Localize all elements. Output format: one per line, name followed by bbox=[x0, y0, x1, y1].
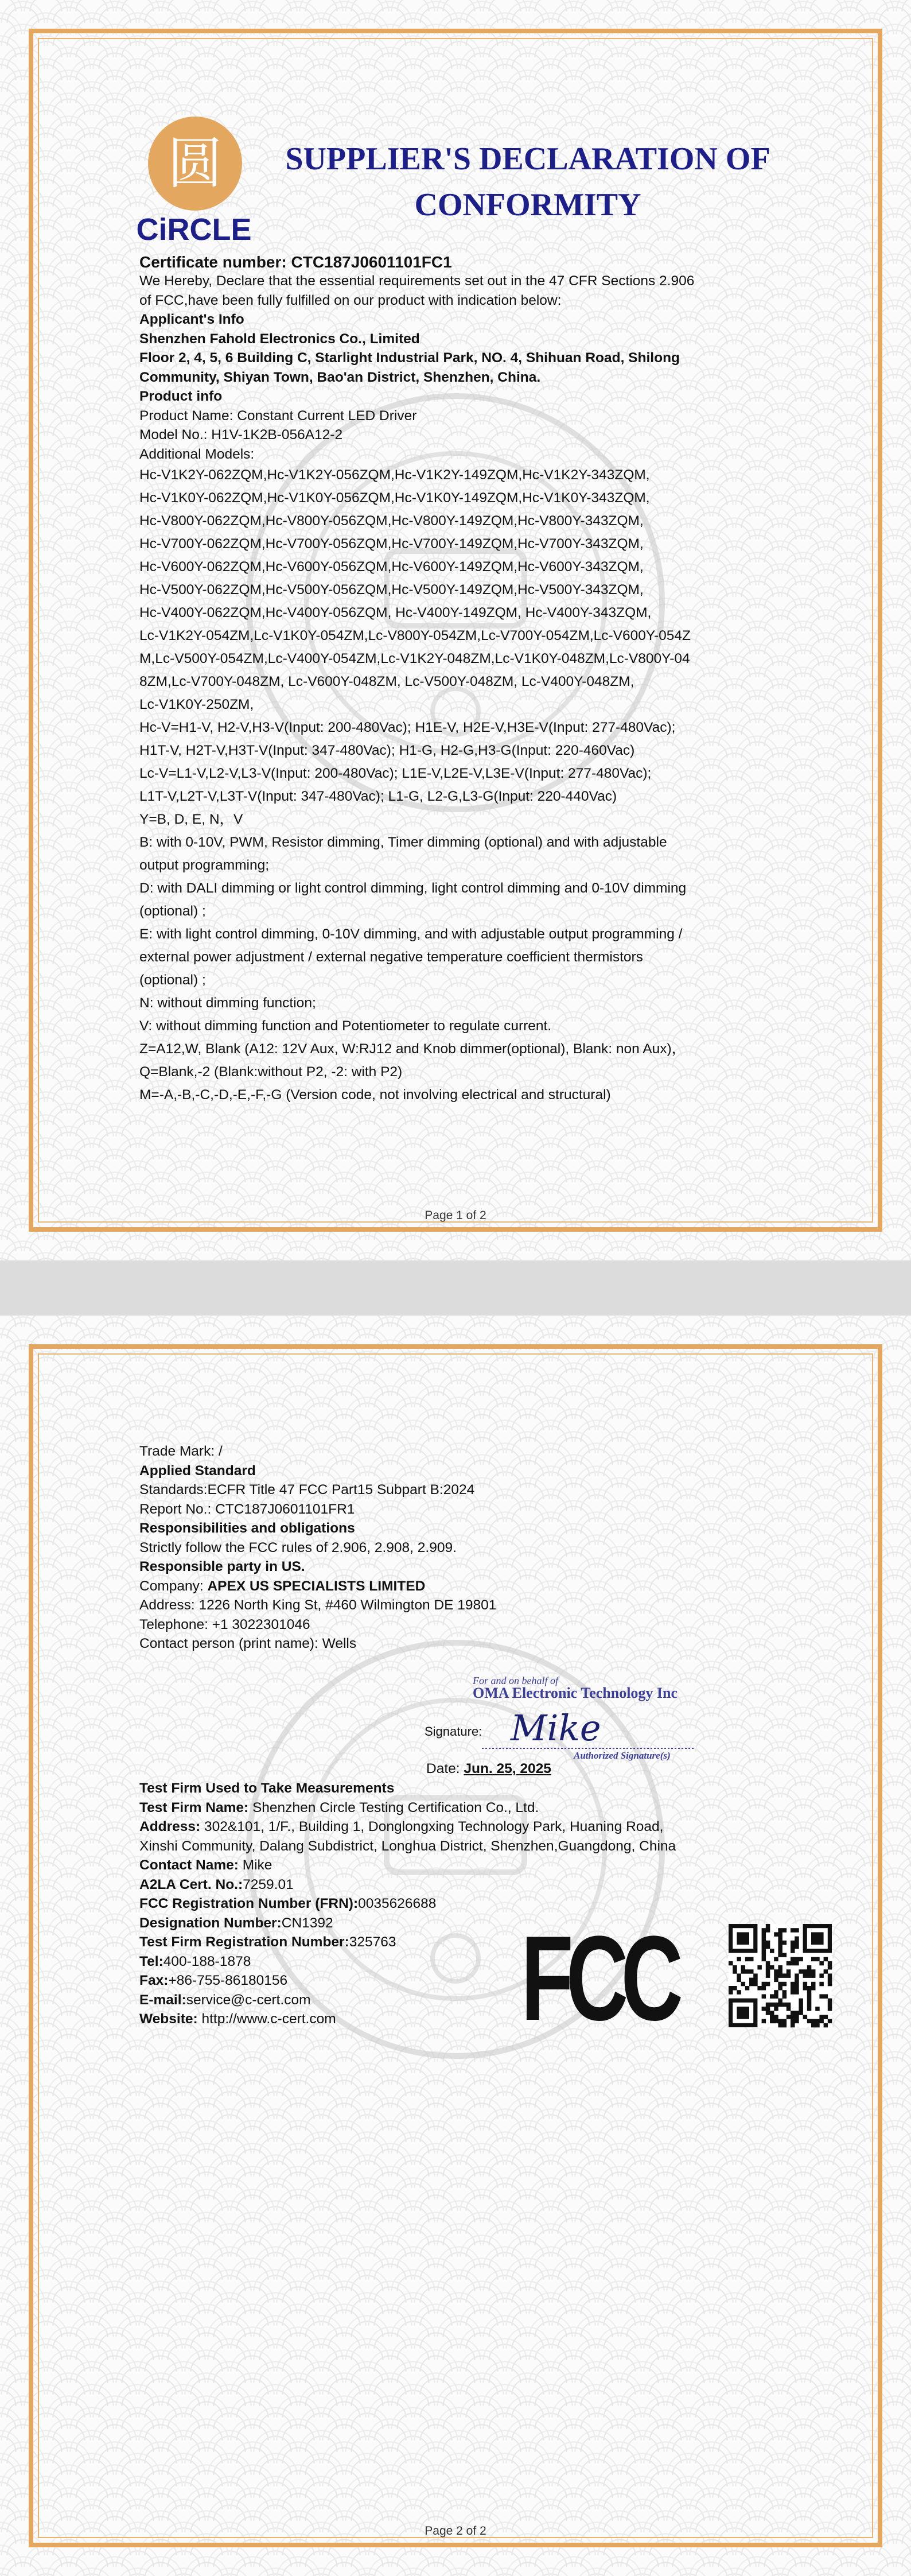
text-line: (optional) ; bbox=[139, 972, 206, 988]
contact-name: Contact Name: Mike bbox=[139, 1857, 272, 1873]
certificate-number: Certificate number: CTC187J0601101FC1 bbox=[139, 253, 452, 271]
text-line: Y=B, D, E, N，V bbox=[139, 812, 243, 827]
text-line: D: with DALI dimming or light control dimming, light control dimming and 0-10V dimming bbox=[139, 880, 687, 896]
applicant-address: Floor 2, 4, 5, 6 Building C, Starlight Industrial Park, NO. 4, Shihuan Road, Shilong bbox=[139, 350, 680, 366]
qr-code[interactable] bbox=[729, 1924, 832, 2027]
applicant-name: Shenzhen Fahold Electronics Co., Limited bbox=[139, 331, 420, 347]
text-line: L1T-V,L2T-V,L3T-V(Input: 347-480Vac); L1-G, L2-G,L3-G(Input: 220-440Vac) bbox=[139, 789, 617, 804]
tel: Tel:400-188-1878 bbox=[139, 1953, 251, 1969]
logo-glyph: 圆 bbox=[168, 131, 223, 196]
additional-models-label: Additional Models: bbox=[139, 446, 255, 462]
us-address: Address: 1226 North King St, #460 Wilmington DE 19801 bbox=[139, 1597, 497, 1613]
email: E-mail:service@c-cert.com bbox=[139, 1992, 311, 2008]
test-firm-address: Address: 302&101, 1/F., Building 1, Donglongxing Technology Park, Huaning Road, bbox=[139, 1819, 664, 1834]
date-line: Date: Jun. 25, 2025 bbox=[426, 1761, 551, 1776]
text-line: Lc-V1K2Y-054ZM,Lc-V1K0Y-054ZM,Lc-V800Y-054ZM,Lc-V700Y-054ZM,Lc-V600Y-054Z bbox=[139, 628, 691, 643]
responsible-party-heading: Responsible party in US. bbox=[139, 1559, 305, 1574]
telephone: Telephone: +1 3022301046 bbox=[139, 1616, 310, 1632]
applicant-heading: Applicant's Info bbox=[139, 312, 244, 327]
a2la-cert: A2LA Cert. No.:7259.01 bbox=[139, 1876, 294, 1892]
model-number: Model No.: H1V-1K2B-056A12-2 bbox=[139, 427, 343, 443]
voltage-list bbox=[139, 716, 782, 831]
text-line: Lc-V1K0Y-250ZM, bbox=[139, 697, 254, 712]
text-line: M,Lc-V500Y-054ZM,Lc-V400Y-054ZM,Lc-V1K2Y-048ZM,Lc-V1K0Y-048ZM,Lc-V800Y-04 bbox=[139, 651, 690, 666]
product-name: Product Name: Constant Current LED Driver bbox=[139, 408, 417, 424]
certificate-page-2 bbox=[0, 1316, 911, 2576]
text-line: Q=Blank,-2 (Blank:without P2, -2: with P2) bbox=[139, 1064, 403, 1080]
stamp-line1: For and on behalf of bbox=[473, 1675, 558, 1686]
test-firm-name: Test Firm Name: Shenzhen Circle Testing Certification Co., Ltd. bbox=[139, 1799, 539, 1815]
options-list bbox=[139, 831, 782, 1107]
page2-content bbox=[139, 1442, 782, 1654]
declaration-line: of FCC,have been fully fulfilled on our product with indication below: bbox=[139, 292, 562, 308]
fax: Fax:+86-755-86180156 bbox=[139, 1973, 288, 1988]
standards: Standards:ECFR Title 47 FCC Part15 Subpart B:2024 bbox=[139, 1482, 475, 1498]
text-line: Hc-V600Y-062ZQM,Hc-V600Y-056ZQM,Hc-V600Y-149ZQM,Hc-V600Y-343ZQM, bbox=[139, 559, 644, 575]
frn: FCC Registration Number (FRN):0035626688 bbox=[139, 1896, 437, 1911]
text-line: 8ZM,Lc-V700Y-048ZM, Lc-V600Y-048ZM, Lc-V500Y-048ZM, Lc-V400Y-048ZM, bbox=[139, 674, 634, 689]
test-firm-heading: Test Firm Used to Take Measurements bbox=[139, 1780, 395, 1796]
text-line: V: without dimming function and Potentiometer to regulate current. bbox=[139, 1018, 552, 1034]
text-line: Hc-V400Y-062ZQM,Hc-V400Y-056ZQM, Hc-V400Y-149ZQM, Hc-V400Y-343ZQM, bbox=[139, 605, 652, 620]
company-name: APEX US SPECIALISTS LIMITED bbox=[207, 1578, 426, 1594]
fcc-logo bbox=[521, 1911, 681, 2046]
stamp-line2: OMA Electronic Technology Inc bbox=[473, 1685, 678, 1701]
report-number: Report No.: CTC187J0601101FR1 bbox=[139, 1501, 355, 1517]
page-title-line1: SUPPLIER'S DECLARATION OF bbox=[285, 141, 770, 177]
applied-standard-heading: Applied Standard bbox=[139, 1462, 256, 1479]
test-firm-section bbox=[139, 1779, 782, 2029]
models-list bbox=[139, 464, 782, 716]
signature-date: Jun. 25, 2025 bbox=[464, 1761, 551, 1776]
declaration-line: We Hereby, Declare that the essential requirements set out in the 47 CFR Sections 2.906 bbox=[139, 273, 695, 289]
text-line: E: with light control dimming, 0-10V dimming, and with adjustable output programming / bbox=[139, 926, 683, 942]
company-line: Company: APEX US SPECIALISTS LIMITED bbox=[139, 1578, 426, 1594]
trade-mark: Trade Mark: / bbox=[139, 1444, 223, 1459]
text-line: Z=A12,W, Blank (A12: 12V Aux, W:RJ12 and Knob dimmer(optional), Blank: non Aux)， bbox=[139, 1041, 686, 1057]
text-line: Hc-V800Y-062ZQM,Hc-V800Y-056ZQM,Hc-V800Y-149ZQM,Hc-V800Y-343ZQM, bbox=[139, 513, 644, 529]
product-heading: Product info bbox=[139, 389, 223, 404]
test-firm-address: Xinshi Community, Dalang Subdistrict, Longhua District, Shenzhen,Guangdong, China bbox=[139, 1838, 676, 1854]
page-title-line2: CONFORMITY bbox=[414, 187, 641, 223]
text-line: H1T-V, H2T-V,H3T-V(Input: 347-480Vac); H1-G, H2-G,H3-G(Input: 220-460Vac) bbox=[139, 743, 635, 758]
responsibilities-text: Strictly follow the FCC rules of 2.906, 2.908, 2.909. bbox=[139, 1539, 457, 1555]
signature-stamp bbox=[425, 1673, 746, 1759]
text-line: Lc-V=L1-V,L2-V,L3-V(Input: 200-480Vac); L1E-V,L2E-V,L3E-V(Input: 277-480Vac); bbox=[139, 766, 652, 781]
text-line: Hc-V=H1-V, H2-V,H3-V(Input: 200-480Vac); H1E-V, H2E-V,H3E-V(Input: 277-480Vac); bbox=[139, 720, 676, 735]
text-line: Hc-V1K0Y-062ZQM,Hc-V1K0Y-056ZQM,Hc-V1K0Y-149ZQM,Hc-V1K0Y-343ZQM, bbox=[139, 490, 650, 506]
text-line: Hc-V700Y-062ZQM,Hc-V700Y-056ZQM,Hc-V700Y-149ZQM,Hc-V700Y-343ZQM, bbox=[139, 536, 644, 552]
certificate-page-1 bbox=[0, 0, 911, 1260]
text-line: external power adjustment / external negative temperature coefficient thermistors bbox=[139, 949, 643, 965]
responsibilities-heading: Responsibilities and obligations bbox=[139, 1520, 355, 1536]
text-line: Hc-V500Y-062ZQM,Hc-V500Y-056ZQM,Hc-V500Y-149ZQM,Hc-V500Y-343ZQM, bbox=[139, 582, 644, 598]
circle-logo bbox=[126, 109, 264, 253]
text-line: B: with 0-10V, PWM, Resistor dimming, Timer dimming (optional) and with adjustable bbox=[139, 835, 667, 850]
page-number: Page 1 of 2 bbox=[425, 1209, 486, 1222]
designation-number: Designation Number:CN1392 bbox=[139, 1915, 333, 1931]
text-line: M=-A,-B,-C,-D,-E,-F,-G (Version code, not involving electrical and structural) bbox=[139, 1087, 611, 1103]
signature-label: Signature: bbox=[425, 1724, 482, 1739]
page-number: Page 2 of 2 bbox=[425, 2524, 486, 2538]
contact-person: Contact person (print name): Wells bbox=[139, 1636, 357, 1651]
logo-text: CiRCLE bbox=[136, 212, 252, 247]
text-line: N: without dimming function; bbox=[139, 995, 316, 1011]
text-line: output programming; bbox=[139, 858, 270, 873]
stamp-line3: Authorized Signature(s) bbox=[574, 1750, 671, 1761]
fcc-logo-text: FCC bbox=[521, 1911, 681, 2046]
text-line: (optional) ; bbox=[139, 903, 206, 919]
applicant-address: Community, Shiyan Town, Bao'an District, Shenzhen, China. bbox=[139, 369, 541, 385]
text-line: Hc-V1K2Y-062ZQM,Hc-V1K2Y-056ZQM,Hc-V1K2Y-149ZQM,Hc-V1K2Y-343ZQM, bbox=[139, 467, 650, 483]
test-firm-reg-number: Test Firm Registration Number:325763 bbox=[139, 1934, 396, 1950]
page1-content bbox=[139, 253, 782, 1107]
website: Website: http://www.c-cert.com bbox=[139, 2011, 336, 2027]
signature-handwriting: Mike bbox=[511, 1707, 601, 1749]
